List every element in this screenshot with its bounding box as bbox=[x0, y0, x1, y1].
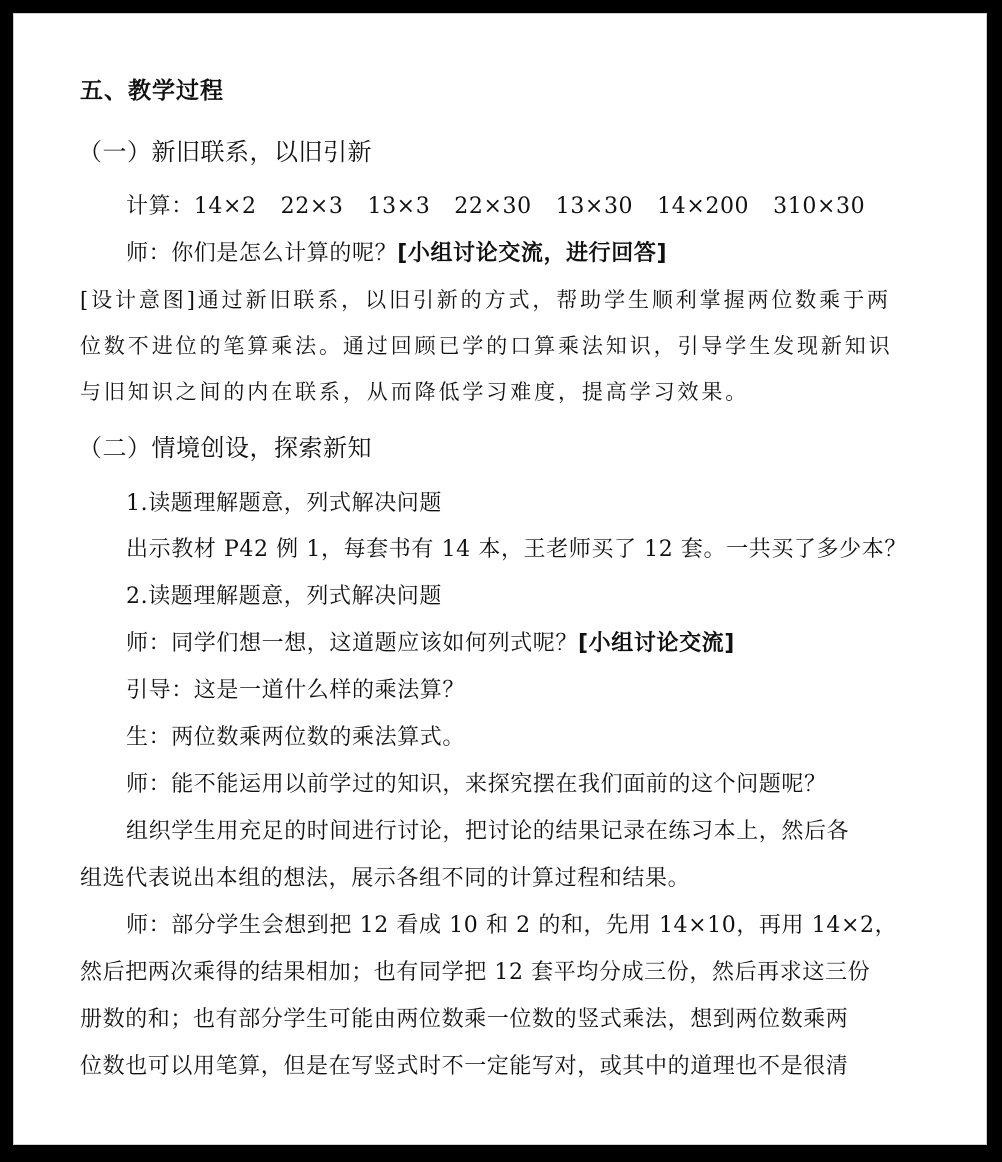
calc-item: 14×2 bbox=[193, 194, 257, 219]
organize-line: 组织学生用充足的时间进行讨论，把讨论的结果记录在练习本上，然后各 bbox=[126, 819, 850, 844]
teacher-explain-line: 册数的和；也有部分学生可能由两位数乘一位数的竖式乘法，想到两位数乘两 bbox=[80, 1007, 849, 1032]
teacher-explain-line: 师：部分学生会想到把 12 看成 10 和 2 的和，先用 14×10，再用 14×2， bbox=[126, 913, 898, 938]
step1-line: 1.读题理解题意，列式解决问题 bbox=[126, 491, 442, 516]
guide-line: 引导：这是一道什么样的乘法算？ bbox=[126, 678, 466, 703]
calc-item: 310×30 bbox=[773, 194, 866, 219]
calc-item: 13×3 bbox=[367, 194, 431, 219]
design-intent-line: 位数不进位的笔算乘法。通过回顾已学的口算乘法知识，引导学生发现新知识 bbox=[80, 334, 893, 358]
teacher-ask-note: [小组讨论交流] bbox=[578, 631, 735, 656]
teacher-question bbox=[126, 236, 986, 267]
calc-line bbox=[126, 189, 986, 220]
calc-item: 22×30 bbox=[454, 194, 532, 219]
calc-item: 13×30 bbox=[555, 194, 634, 219]
teacher-explain-line: 位数也可以用笔算，但是在写竖式时不一定能写对，或其中的道理也不是很清 bbox=[80, 1054, 849, 1079]
section-heading: 五、教学过程 bbox=[80, 77, 224, 104]
teacher-question-note: [小组讨论交流，进行回答] bbox=[397, 241, 668, 266]
part2-title: （二）情境创设，探索新知 bbox=[78, 434, 372, 462]
problem-line: 出示教材 P42 例 1，每套书有 14 本，王老师买了 12 套。一共买了多少本？ bbox=[126, 537, 907, 562]
teacher-ask2-line: 师：能不能运用以前学过的知识，来探究摆在我们面前的这个问题呢？ bbox=[126, 772, 827, 797]
calc-label: 计算： bbox=[126, 194, 194, 219]
document-page bbox=[13, 13, 987, 1145]
calc-item: 14×200 bbox=[657, 194, 750, 219]
teacher-ask-line bbox=[126, 626, 986, 657]
teacher-explain-line: 然后把两次乘得的结果相加；也有同学把 12 套平均分成三份，然后再求这三份 bbox=[80, 960, 871, 985]
teacher-question-text: 师：你们是怎么计算的呢？ bbox=[126, 241, 398, 266]
design-intent-line: [设计意图]通过新旧联系，以旧引新的方式，帮助学生顺利掌握两位数乘于两 bbox=[80, 288, 891, 312]
teacher-ask-text: 师：同学们想一想，这道题应该如何列式呢？ bbox=[126, 631, 579, 656]
design-intent-line: 与旧知识之间的内在联系，从而降低学习难度，提高学习效果。 bbox=[80, 380, 750, 404]
student-line: 生：两位数乘两位数的乘法算式。 bbox=[126, 725, 466, 750]
organize-line: 组选代表说出本组的想法，展示各组不同的计算过程和结果。 bbox=[80, 866, 691, 891]
calc-item: 22×3 bbox=[280, 194, 344, 219]
part1-title: （一）新旧联系，以旧引新 bbox=[78, 138, 372, 166]
step2-line: 2.读题理解题意，列式解决问题 bbox=[126, 584, 442, 609]
